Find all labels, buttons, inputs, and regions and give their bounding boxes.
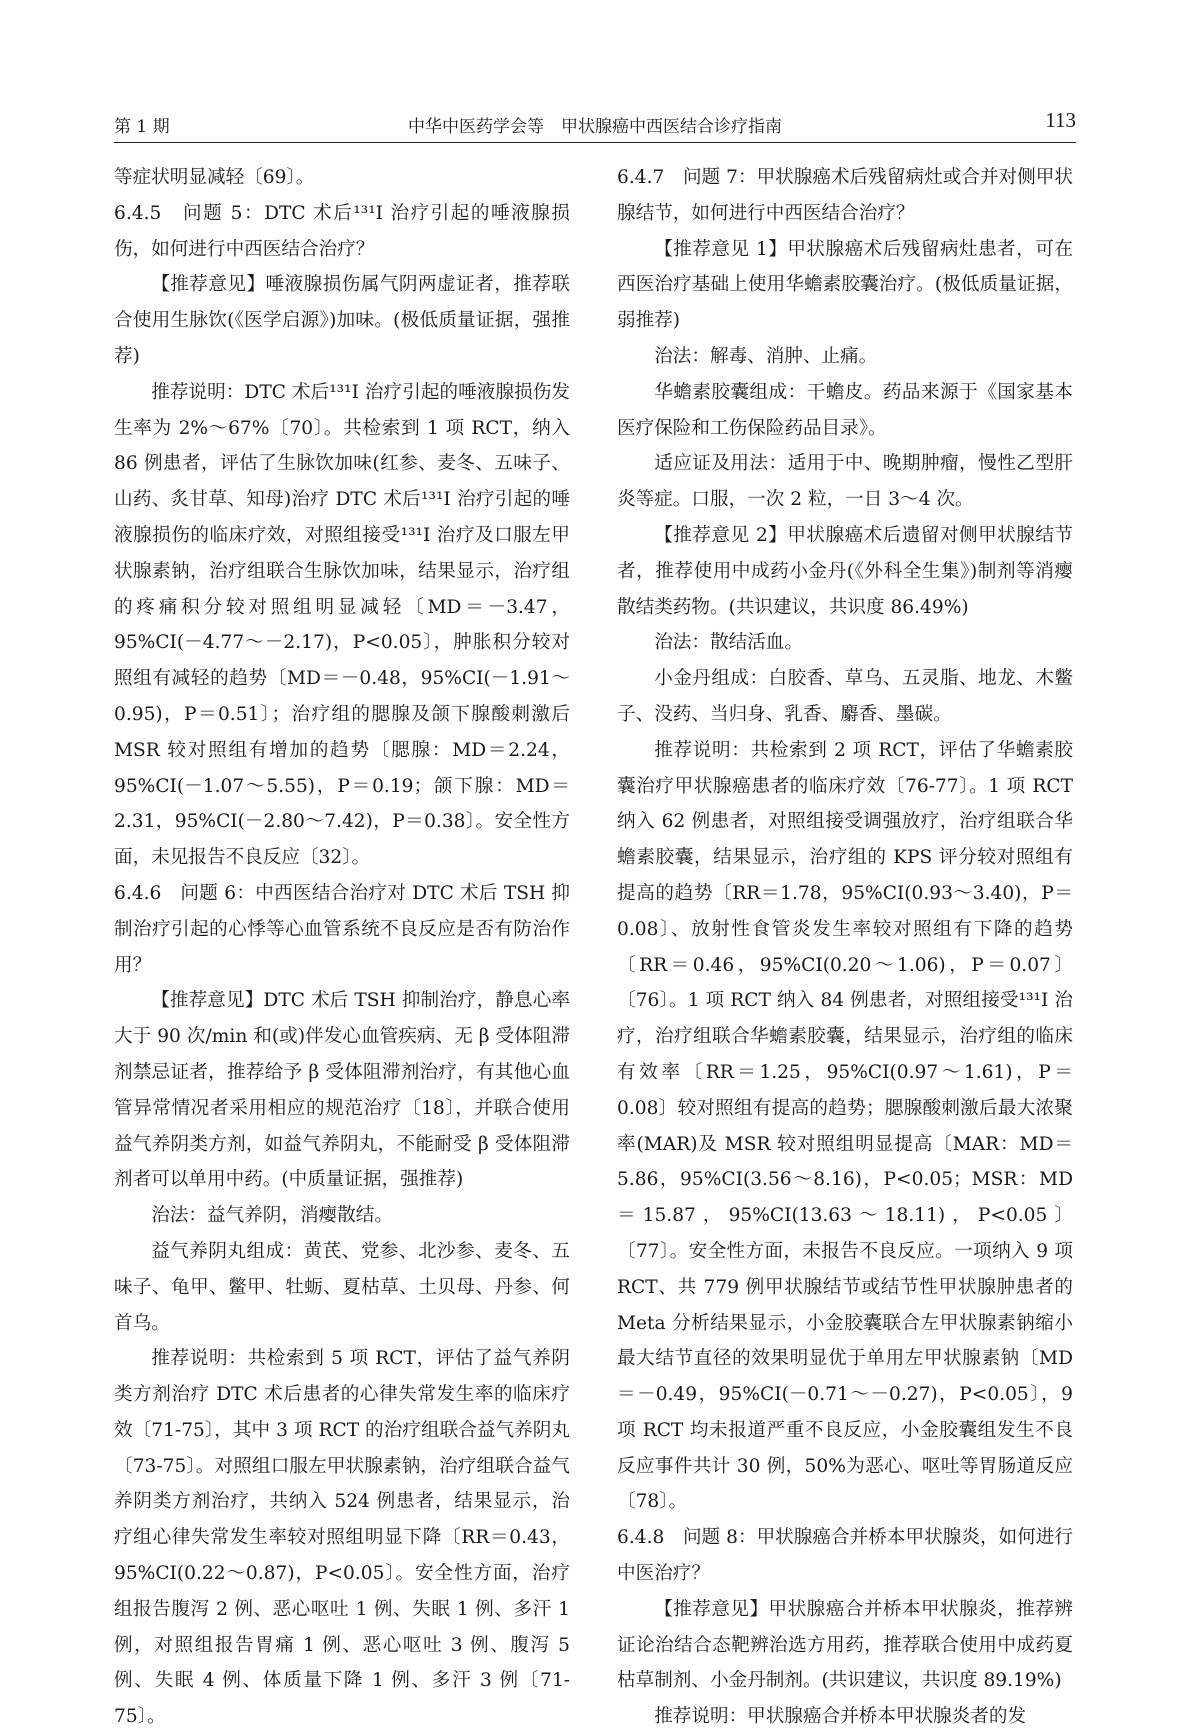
drug-composition: 华蟾素胶囊组成：干蟾皮。药品来源于《国家基本医疗保险和工伤保险药品目录》。 [617, 381, 1073, 439]
section-heading-6-4-8: 6.4.8 问题 8：甲状腺癌合并桥本甲状腺炎，如何进行中医治疗？ [617, 1527, 1073, 1585]
page-number: 113 [1045, 108, 1076, 132]
formula-composition: 益气养阴丸组成：黄芪、党参、北沙参、麦冬、五味子、龟甲、鳖甲、牡蛎、夏枯草、土贝母、丹参、何首乌。 [114, 1240, 570, 1334]
treatment-principle: 治法：散结活血。 [654, 632, 803, 654]
right-text-column [617, 160, 1073, 1735]
recommendation-explanation: 推荐说明：DTC 术后¹³¹I 治疗引起的唾液腺损伤发生率为 2%～67%〔70〕。共检索到 1 项 RCT，纳入 86 例患者，评估了生脉饮加味(红参、麦冬、五味子、山药、炙甘草、知母)治疗 DTC 术后¹³¹I 治疗引起的唾液腺损伤的临床疗效，对照组接受¹³¹I 治疗及口服左甲状腺素钠，治疗组联合生脉饮加味，结果显示，治疗组的疼痛积分较对照组明显减轻〔MD＝－3.47，95%CI(－4.77～－2.17)，P<0.05〕，肿胀积分较对照组有减轻的趋势〔MD＝－0.48，95%CI(－1.91～0.95)，P＝0.51〕；治疗组的腮腺及颌下腺酸刺激后 MSR 较对照组有增加的趋势〔腮腺：MD＝2.24，95%CI(－1.07～5.55)，P＝0.19；颌下腺：MD＝2.31，95%CI(－2.80～7.42)，P＝0.38〕。安全性方面，未见报告不良反应〔32〕。 [114, 381, 570, 869]
recommendation-paragraph-2: 【推荐意见 2】甲状腺癌术后遗留对侧甲状腺结节者，推荐使用中成药小金丹(《外科全生集》)制剂等消瘿散结类药物。(共识建议，共识度 86.49%) [617, 524, 1073, 618]
recommendation-explanation: 推荐说明：共检索到 2 项 RCT，评估了华蟾素胶囊治疗甲状腺癌患者的临床疗效〔76-77〕。1 项 RCT 纳入 62 例患者，对照组接受调强放疗，治疗组联合华蟾素胶囊，结果显示，治疗组的 KPS 评分较对照组有提高的趋势〔RR＝1.78，95%CI(0.93～3.40)，P＝0.08〕、放射性食管炎发生率较对照组有下降的趋势〔RR＝0.46，95%CI(0.20～1.06)，P＝0.07〕〔76〕。1 项 RCT 纳入 84 例患者，对照组接受¹³¹I 治疗，治疗组联合华蟾素胶囊，结果显示，治疗组的临床有效率〔RR＝1.25，95%CI(0.97～1.61)，P＝0.08〕较对照组有提高的趋势；腮腺酸刺激后最大浓聚率(MAR)及 MSR 较对照组明显提高〔MAR：MD＝5.86，95%CI(3.56～8.16)，P<0.05；MSR：MD＝15.87，95%CI(13.63～18.11)，P<0.05〕〔77〕。安全性方面，未报告不良反应。一项纳入 9 项 RCT、共 779 例甲状腺结节或结节性甲状腺肿患者的 Meta 分析结果显示，小金胶囊联合左甲状腺素钠缩小最大结节直径的效果明显优于单用左甲状腺素钠〔MD＝－0.49，95%CI(－0.71～－0.27)，P<0.05〕，9 项 RCT 均未报道严重不良反应，小金胶囊组发生不良反应事件共计 30 例，50%为恶心、呕吐等胃肠道反应〔78〕。 [617, 739, 1073, 1513]
left-text-column [114, 160, 570, 1735]
drug-composition: 小金丹组成：白胶香、草乌、五灵脂、地龙、木鳖子、没药、当归身、乳香、麝香、墨碳。 [617, 668, 1073, 725]
recommendation-paragraph: 【推荐意见】唾液腺损伤属气阴两虚证者，推荐联合使用生脉饮(《医学启源》)加味。(极低质量证据，强推荐) [114, 274, 570, 367]
treatment-principle: 治法：解毒、消肿、止痛。 [654, 345, 878, 367]
section-heading-6-4-7: 6.4.7 问题 7：甲状腺癌术后残留病灶或合并对侧甲状腺结节，如何进行中西医结合治疗？ [617, 167, 1073, 224]
recommendation-paragraph: 【推荐意见】DTC 术后 TSH 抑制治疗，静息心率大于 90 次/min 和(或)伴发心血管疾病、无 β 受体阻滞剂禁忌证者，推荐给予 β 受体阻滞剂治疗，有其他心血管异常情况者采用相应的规范治疗〔18〕，并联合使用益气养阴类方剂，如益气养阴丸，不能耐受 β 受体阻滞剂者可以单用中药。(中质量证据，强推荐) [114, 990, 570, 1191]
recommendation-paragraph: 【推荐意见】甲状腺癌合并桥本甲状腺炎，推荐辨证论治结合态靶辨治选方用药，推荐联合使用中成药夏枯草制剂、小金丹制剂。(共识建议，共识度 89.19%) [617, 1598, 1073, 1692]
journal-article-title: 中华中医药学会等 甲状腺癌中西医结合诊疗指南 [408, 117, 782, 137]
treatment-principle: 治法：益气养阴，消瘿散结。 [151, 1205, 393, 1227]
indication-usage: 适应证及用法：适用于中、晚期肿瘤，慢性乙型肝炎等症。口服，一次 2 粒，一日 3～4 次。 [617, 453, 1073, 511]
recommendation-explanation: 推荐说明：甲状腺癌合并桥本甲状腺炎者的发 [654, 1706, 1027, 1728]
paragraph-continuation: 等症状明显减轻〔69〕。 [114, 167, 315, 188]
section-heading-6-4-5: 6.4.5 问题 5：DTC 术后¹³¹I 治疗引起的唾液腺损伤，如何进行中西医结合治疗？ [114, 202, 570, 260]
running-header [114, 102, 1076, 143]
section-heading-6-4-6: 6.4.6 问题 6：中西医结合治疗对 DTC 术后 TSH 抑制治疗引起的心悸等心血管系统不良反应是否有防治作用？ [114, 882, 570, 976]
recommendation-paragraph-1: 【推荐意见 1】甲状腺癌术后残留病灶患者，可在西医治疗基础上使用华蟾素胶囊治疗。(极低质量证据，弱推荐) [617, 238, 1073, 332]
issue-label: 第 1 期 [114, 117, 170, 137]
recommendation-explanation: 推荐说明：共检索到 5 项 RCT，评估了益气养阴类方剂治疗 DTC 术后患者的心律失常发生率的临床疗效〔71-75〕，其中 3 项 RCT 的治疗组联合益气养阴丸〔73-75〕。对照组口服左甲状腺素钠，治疗组联合益气养阴类方剂治疗，共纳入 524 例患者，结果显示，治疗组心律失常发生率较对照组明显下降〔RR＝0.43，95%CI(0.22～0.87)，P<0.05〕。安全性方面，治疗组报告腹泻 2 例、恶心呕吐 1 例、失眠 1 例、多汗 1 例，对照组报告胃痛 1 例、恶心呕吐 3 例、腹泻 5 例、失眠 4 例、体质量下降 1 例、多汗 3 例〔71-75〕。 [114, 1348, 570, 1728]
